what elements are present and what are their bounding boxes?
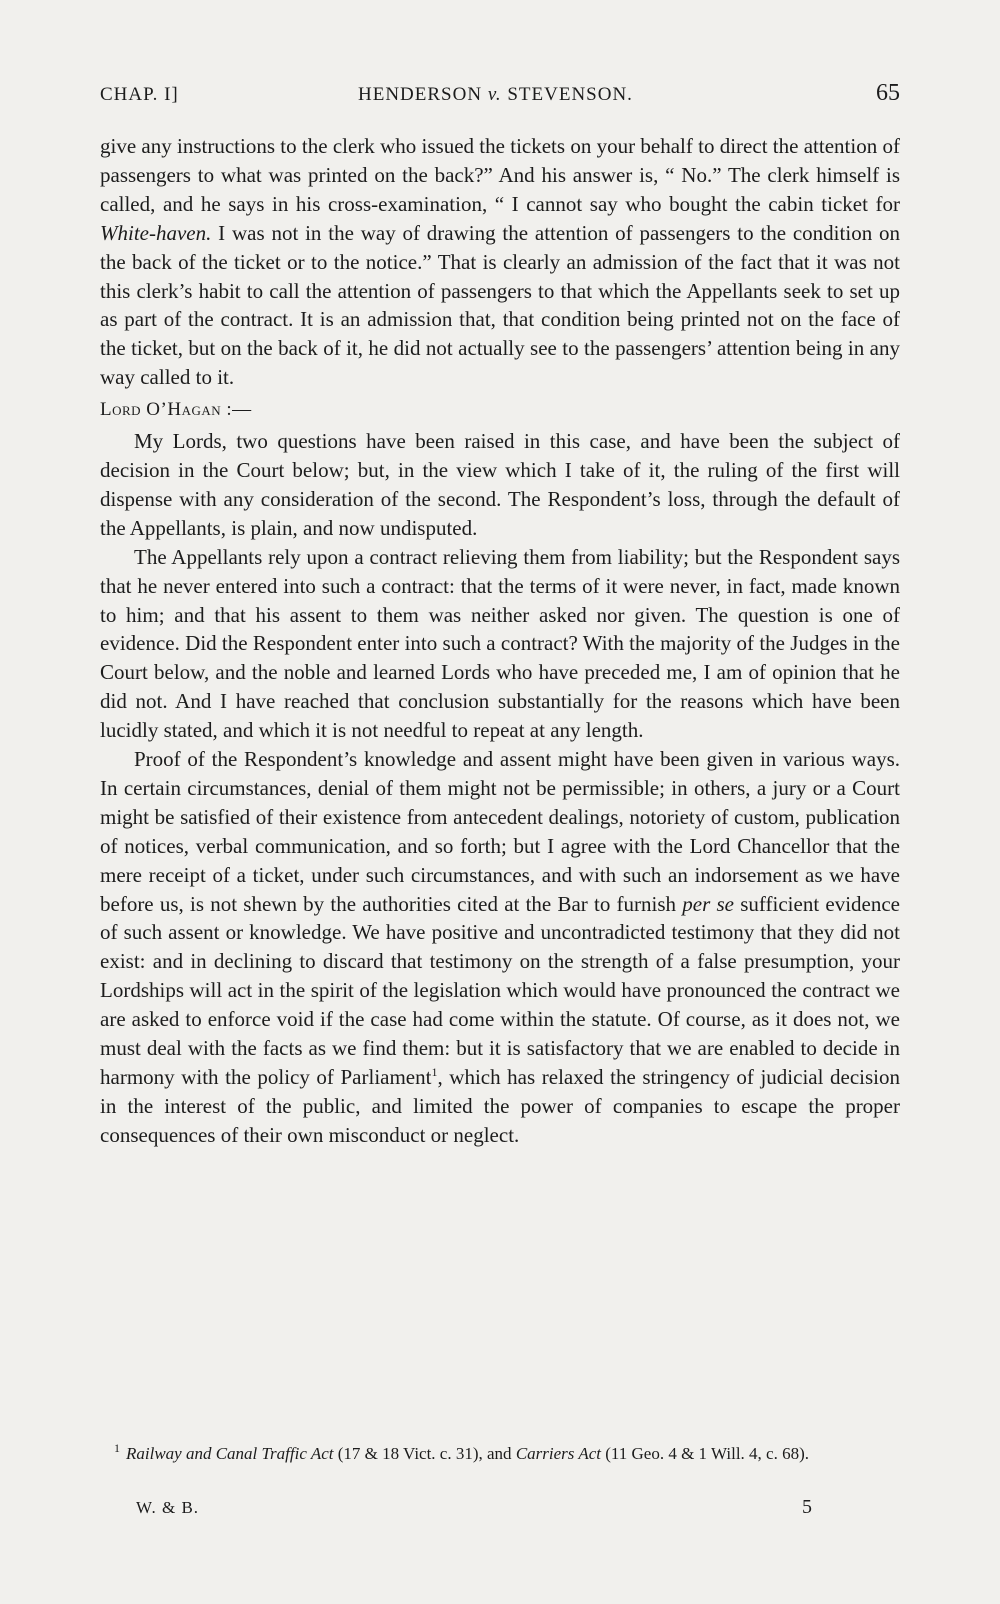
book-page [100, 70, 900, 1570]
case-title-right: STEVENSON. [501, 84, 633, 105]
signature-number: 5 [802, 1496, 812, 1518]
case-title-left: HENDERSON [358, 84, 488, 105]
paragraph-3: The Appellants rely upon a contract relieving them from liability; but the Respondent says that he never entered into such a contract: that the terms of it were never, in fact, made known to him; and that his assent to them was neither asked nor given. The question is one of evidence. Did the Respondent enter into such a contract? With the majority of the Judges in the Court below, and the noble and learned Lords who have preceded me, I am of opinion that he did not. And I have reached that conclusion substantially for the reasons which have been lucidly stated, and which it is not needful to repeat at any length. [100, 544, 900, 743]
footnote [100, 1442, 900, 1466]
body-text [100, 132, 900, 1150]
paragraph-4 [100, 745, 900, 1150]
signature-line [100, 1498, 900, 1528]
footnote-mark: 1 [114, 1441, 120, 1456]
ship-name: White-haven. [100, 220, 212, 245]
footnote-text-1: (17 & 18 Vict. c. 31), and [333, 1444, 516, 1463]
footnote-reference: 1 [431, 1065, 438, 1079]
signature-mark: W. & B. [136, 1498, 200, 1517]
para1-text-1: give any instructions to the clerk who issued the tickets on your behalf to direct the attention of passengers to what was printed on the back?” And his answer is, “ No.” The clerk himself is called, and he says in his cross-examination, “ I cannot say who bought the cabin ticket for [100, 134, 900, 216]
para4-text-3: , which has relaxed the stringency of judicial decision in the interest of the public, and limited the power of companies to escape the proper consequences of their own misconduct or neglect. [100, 1065, 900, 1147]
para4-text-1: Proof of the Respondent’s knowledge and assent might have been given in various ways. In certain circumstances, denial of them might not be permissible; in others, a jury or a Court might be satisfied of their existence from antecedent dealings, notoriety of custom, publication of notices, verbal communication, and so forth; but I agree with the Lord Chancellor that the mere receipt of a ticket, under such circumstances, and with such an indorsement as we have before us, is not shewn by the authorities cited at the Bar to furnish [100, 747, 900, 916]
running-head [100, 78, 900, 108]
footnote-act-1: Railway and Canal Traffic Act [126, 1444, 334, 1463]
footnote-text-2: (11 Geo. 4 & 1 Will. 4, c. 68). [600, 1444, 809, 1463]
para1-text-2: I was not in the way of drawing the attention of passengers to the condition on the back of the ticket or to the notice.” That is clearly an admission of the fact that it was not this clerk’s habit to call the attention of passengers to that which the Appellants seek to set up as part of the contract. It is an admission that, that condition being printed not on the face of the ticket, but on the back of it, he did not actually see to the passengers’ attention being in any way called to it. [100, 220, 900, 390]
case-title [358, 84, 633, 106]
paragraph-continued [100, 132, 900, 392]
para4-text-2: sufficient evidence of such assent or knowledge. We have positive and uncontradicted testimony that they did not exist: and in declining to discard that testimony on the strength of a false presumption, your Lordships will act in the spirit of the legislation which would have pronounced the contract we are asked to enforce void if the case had come within the statute. Of course, as it does not, we must deal with the facts as we find them: but it is satisfactory that we are enabled to decide in harmony with the policy of Parliament [100, 891, 900, 1089]
footnote-act-2: Carriers Act [515, 1444, 601, 1463]
chapter-label: CHAP. I] [100, 84, 179, 105]
paragraph-2: My Lords, two questions have been raised in this case, and have been the subject of decision in the Court below; but, in the view which I take of it, the ruling of the first will dispense with any consideration of the second. The Respondent’s loss, through the default of the Appellants, is plain, and now undisputed. [100, 429, 900, 540]
page-number: 65 [876, 80, 900, 106]
case-title-versus: v. [487, 84, 502, 105]
speaker-heading: Lord O’Hagan :— [100, 399, 252, 421]
latin-phrase: per se [682, 891, 734, 916]
